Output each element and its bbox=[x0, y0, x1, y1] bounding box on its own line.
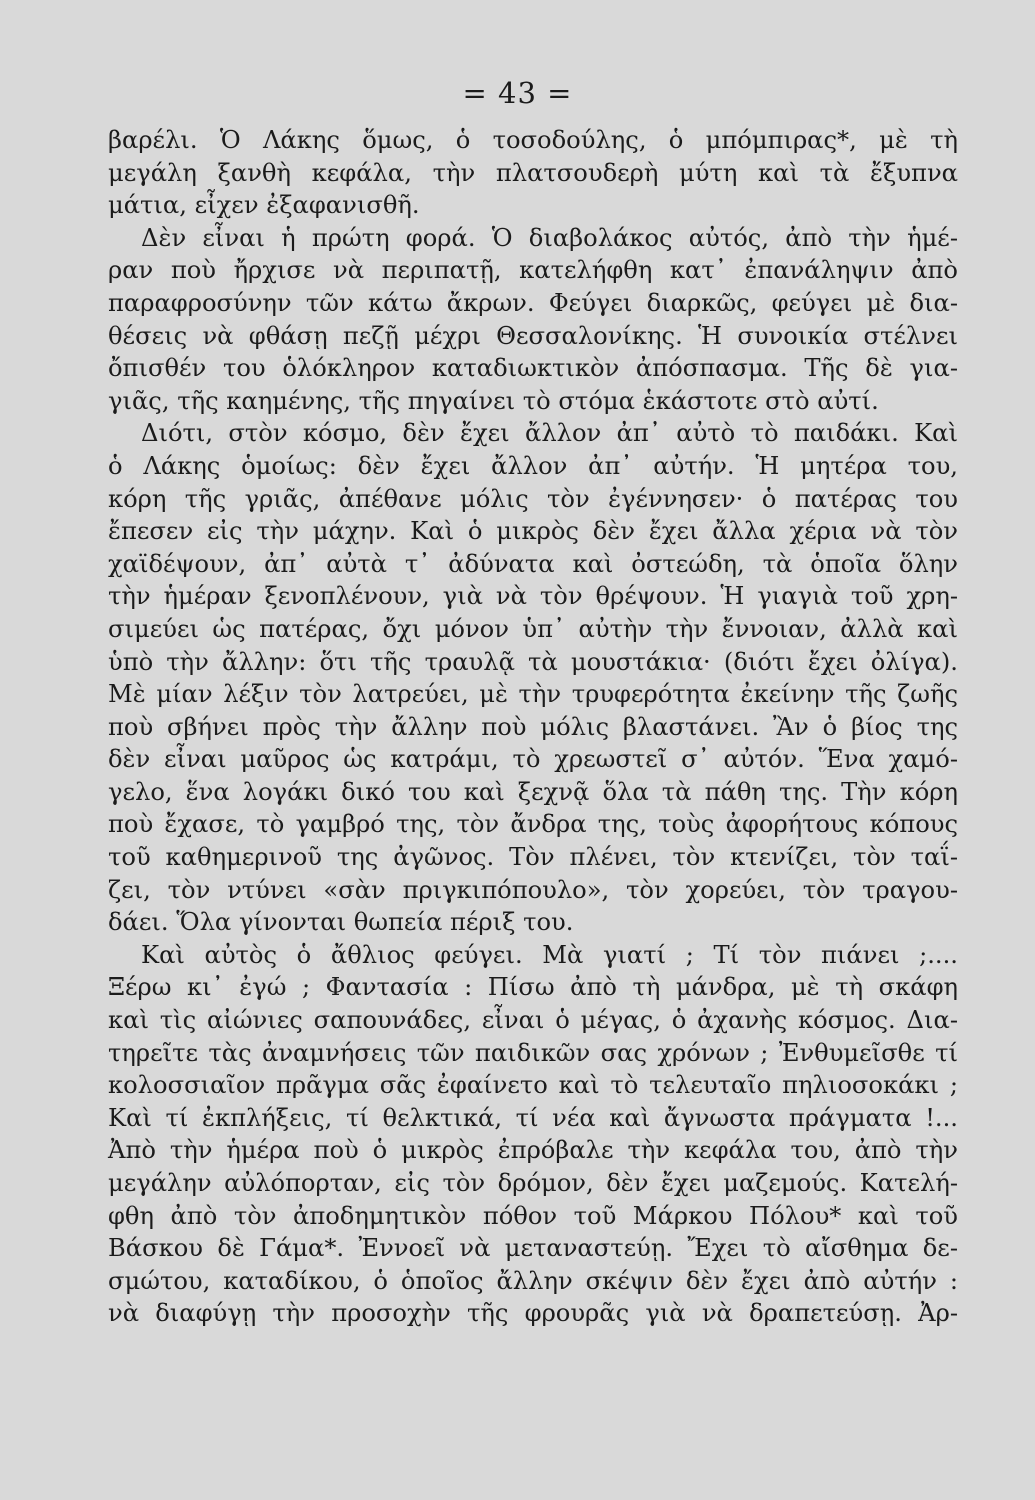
text-line: Βάσκου δὲ Γάμα*. Ἐννοεῖ νὰ μεταναστεύῃ. Ἔχει τὸ αἴσθημα δε- bbox=[108, 1234, 958, 1263]
text-line: γελο, ἕνα λογάκι δικό του καὶ ξεχνᾷ ὅλα τὰ πάθη της. Τὴν κόρη bbox=[108, 777, 958, 806]
text-line: τοῦ καθημερινοῦ της ἀγῶνος. Τὸν πλένει, τὸν κτενίζει, τὸν ταΐ- bbox=[108, 843, 958, 872]
text-line: Δὲν εἶναι ἡ πρώτη φορά. Ὁ διαβολάκος αὐτός, ἀπὸ τὴν ἡμέ- bbox=[141, 223, 958, 252]
text-line: ὄπισθέν του ὁλόκληρον καταδιωκτικὸν ἀπόσπασμα. Τῆς δὲ για- bbox=[108, 354, 958, 383]
text-line: ραν ποὺ ἤρχισε νὰ περιπατῇ, κατελήφθη κατ᾽ ἐπανάληψιν ἀπὸ bbox=[108, 256, 958, 285]
text-line: μεγάλη ξανθὴ κεφάλα, τὴν πλατσουδερὴ μύτη καὶ τὰ ἔξυπνα bbox=[108, 158, 958, 187]
text-line: τὴν ἡμέραν ξενοπλένουν, γιὰ νὰ τὸν θρέψουν. Ἡ γιαγιὰ τοῦ χρη- bbox=[108, 582, 958, 611]
text-line: Καὶ αὐτὸς ὁ ἄθλιος φεύγει. Μὰ γιατί ; Τί τὸν πιάνει ;.... bbox=[141, 940, 958, 969]
text-line: Ξέρω κι᾽ ἐγώ ; Φαντασία : Πίσω ἀπὸ τὴ μάνδρα, μὲ τὴ σκάφη bbox=[108, 973, 958, 1002]
text-line: δάει. Ὅλα γίνονται θωπεία πέριξ του. bbox=[108, 908, 574, 937]
text-line: ὑπὸ τὴν ἄλλην: ὅτι τῆς τραυλᾷ τὰ μουστάκια· (διότι ἔχει ὀλίγα). bbox=[108, 647, 958, 676]
text-line: σμώτου, καταδίκου, ὁ ὁποῖος ἄλλην σκέψιν δὲν ἔχει ἀπὸ αὐτήν : bbox=[108, 1266, 958, 1295]
text-line: ποὺ σβήνει πρὸς τὴν ἄλλην ποὺ μόλις βλαστάνει. Ἂν ὁ βίος της bbox=[108, 712, 958, 741]
text-line: ζει, τὸν ντύνει «σὰν πριγκιπόπουλο», τὸν χορεύει, τὸν τραγου- bbox=[108, 875, 958, 904]
text-line: Διότι, στὸν κόσμο, δὲν ἔχει ἄλλον ἀπ᾽ αὐτὸ τὸ παιδάκι. Καὶ bbox=[141, 419, 958, 448]
text-line: κολοσσιαῖον πρᾶγμα σᾶς ἐφαίνετο καὶ τὸ τελευταῖο πηλιοσοκάκι ; bbox=[108, 1071, 958, 1100]
page-number: = 43 = bbox=[462, 76, 573, 110]
text-line: μάτια, εἶχεν ἐξαφανισθῆ. bbox=[108, 191, 420, 220]
text-line: ἔπεσεν εἰς τὴν μάχην. Καὶ ὁ μικρὸς δὲν ἔχει ἄλλα χέρια νὰ τὸν bbox=[108, 517, 958, 546]
text-line: νὰ διαφύγῃ τὴν προσοχὴν τῆς φρουρᾶς γιὰ νὰ δραπετεύσῃ. Ἀρ- bbox=[108, 1299, 958, 1328]
text-line: ποὺ ἔχασε, τὸ γαμβρό της, τὸν ἄνδρα της, τοὺς ἀφορήτους κόπους bbox=[108, 810, 958, 839]
text-line: θέσεις νὰ φθάσῃ πεζῇ μέχρι Θεσσαλονίκης. Ἡ συνοικία στέλνει bbox=[108, 321, 958, 350]
text-line: σιμεύει ὡς πατέρας, ὄχι μόνον ὑπ᾽ αὐτὴν τὴν ἔννοιαν, ἀλλὰ καὶ bbox=[108, 614, 958, 643]
text-line: γιᾶς, τῆς καημένης, τῆς πηγαίνει τὸ στόμα ἑκάστοτε στὸ αὐτί. bbox=[108, 386, 879, 415]
text-line: βαρέλι. Ὁ Λάκης ὅμως, ὁ τοσοδούλης, ὁ μπόμπιρας*, μὲ τὴ bbox=[108, 126, 958, 154]
text-line: φθη ἀπὸ τὸν ἀποδημητικὸν πόθον τοῦ Μάρκου Πόλου* καὶ τοῦ bbox=[108, 1201, 958, 1230]
text-line: Ἀπὸ τὴν ἡμέρα ποὺ ὁ μικρὸς ἐπρόβαλε τὴν κεφάλα του, ἀπὸ τὴν bbox=[108, 1136, 958, 1165]
text-line: Μὲ μίαν λέξιν τὸν λατρεύει, μὲ τὴν τρυφερότητα ἐκείνην τῆς ζωῆς bbox=[108, 680, 958, 709]
text-line: παραφροσύνην τῶν κάτω ἄκρων. Φεύγει διαρκῶς, φεύγει μὲ δια- bbox=[108, 288, 958, 317]
text-line: καὶ τὶς αἰώνιες σαπουνάδες, εἶναι ὁ μέγας, ὁ ἀχανὴς κόσμος. Δια- bbox=[108, 1006, 958, 1035]
text-line: ὁ Λάκης ὁμοίως: δὲν ἔχει ἄλλον ἀπ᾽ αὐτήν. Ἡ μητέρα του, bbox=[108, 451, 958, 480]
text-line: Καὶ τί ἐκπλήξεις, τί θελκτικά, τί νέα καὶ ἄγνωστα πράγματα !... bbox=[108, 1103, 958, 1132]
text-line: τηρεῖτε τὰς ἀναμνήσεις τῶν παιδικῶν σας χρόνων ; Ἐνθυμεῖσθε τί bbox=[108, 1038, 958, 1067]
body-text bbox=[108, 124, 958, 1330]
text-line: δὲν εἶναι μαῦρος ὡς κατράμι, τὸ χρεωστεῖ σ᾽ αὐτόν. Ἕνα χαμό- bbox=[108, 745, 958, 774]
text-line: μεγάλην αὐλόπορταν, εἰς τὸν δρόμον, δὲν ἔχει μαζεμούς. Κατελή- bbox=[108, 1169, 958, 1197]
text-line: χαϊδέψουν, ἀπ᾽ αὐτὰ τ᾽ ἀδύνατα καὶ ὀστεώδη, τὰ ὁποῖα ὅλην bbox=[108, 549, 958, 578]
text-line: κόρη τῆς γριᾶς, ἀπέθανε μόλις τὸν ἐγέννησεν· ὁ πατέρας του bbox=[108, 484, 958, 513]
